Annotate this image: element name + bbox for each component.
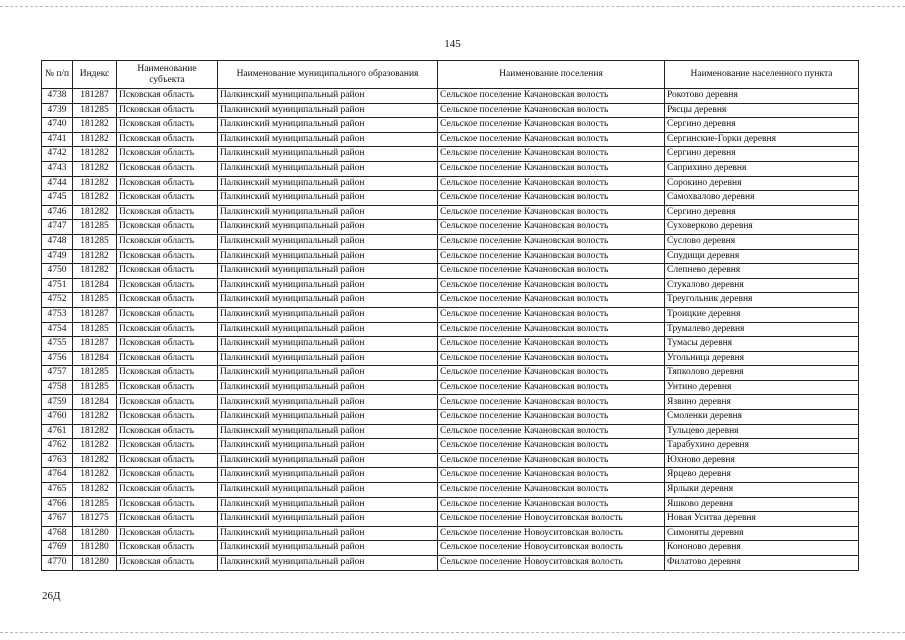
cell-index: 181284 xyxy=(73,395,117,410)
cell-subject: Псковская область xyxy=(117,234,218,249)
table-row xyxy=(42,380,859,395)
cell-locality: Сергинские-Горки деревня xyxy=(665,132,859,147)
table-row xyxy=(42,512,859,527)
table-row xyxy=(42,366,859,381)
cell-settlement: Сельское поселение Новоуситовская волость xyxy=(438,526,665,541)
table-row xyxy=(42,526,859,541)
cell-subject: Псковская область xyxy=(117,176,218,191)
header-municipality: Наименование муниципального образования xyxy=(218,61,438,89)
cell-subject: Псковская область xyxy=(117,468,218,483)
cell-index: 181287 xyxy=(73,307,117,322)
cell-subject: Псковская область xyxy=(117,147,218,162)
cell-num: 4739 xyxy=(42,103,73,118)
cell-locality: Смоленки деревня xyxy=(665,410,859,425)
cell-municipality: Палкинский муниципальный район xyxy=(218,526,438,541)
cell-num: 4755 xyxy=(42,337,73,352)
cell-index: 181285 xyxy=(73,366,117,381)
cell-index: 181280 xyxy=(73,541,117,556)
cell-municipality: Палкинский муниципальный район xyxy=(218,439,438,454)
cell-subject: Псковская область xyxy=(117,351,218,366)
cell-locality: Унтино деревня xyxy=(665,380,859,395)
cell-settlement: Сельское поселение Качановская волость xyxy=(438,410,665,425)
cell-municipality: Палкинский муниципальный район xyxy=(218,264,438,279)
cell-subject: Псковская область xyxy=(117,410,218,425)
cell-municipality: Палкинский муниципальный район xyxy=(218,366,438,381)
table-row xyxy=(42,453,859,468)
cell-municipality: Палкинский муниципальный район xyxy=(218,307,438,322)
cell-locality: Суховерково деревня xyxy=(665,220,859,235)
cell-subject: Псковская область xyxy=(117,497,218,512)
scan-edge-top xyxy=(0,6,905,7)
cell-municipality: Палкинский муниципальный район xyxy=(218,89,438,104)
table-row xyxy=(42,118,859,133)
cell-subject: Псковская область xyxy=(117,161,218,176)
cell-settlement: Сельское поселение Качановская волость xyxy=(438,205,665,220)
table-row xyxy=(42,322,859,337)
cell-municipality: Палкинский муниципальный район xyxy=(218,132,438,147)
cell-settlement: Сельское поселение Качановская волость xyxy=(438,132,665,147)
cell-index: 181282 xyxy=(73,264,117,279)
cell-locality: Тульцево деревня xyxy=(665,424,859,439)
cell-locality: Рясцы деревня xyxy=(665,103,859,118)
cell-municipality: Палкинский муниципальный район xyxy=(218,278,438,293)
table-row xyxy=(42,234,859,249)
cell-locality: Язвино деревня xyxy=(665,395,859,410)
cell-locality: Сергино деревня xyxy=(665,205,859,220)
cell-subject: Псковская область xyxy=(117,220,218,235)
cell-settlement: Сельское поселение Качановская волость xyxy=(438,483,665,498)
cell-subject: Псковская область xyxy=(117,118,218,133)
cell-locality: Сергино деревня xyxy=(665,147,859,162)
cell-index: 181285 xyxy=(73,322,117,337)
cell-subject: Псковская область xyxy=(117,205,218,220)
cell-municipality: Палкинский муниципальный район xyxy=(218,147,438,162)
cell-num: 4745 xyxy=(42,191,73,206)
cell-index: 181282 xyxy=(73,191,117,206)
cell-settlement: Сельское поселение Качановская волость xyxy=(438,249,665,264)
table-row xyxy=(42,351,859,366)
cell-municipality: Палкинский муниципальный район xyxy=(218,293,438,308)
cell-locality: Тарабухино деревня xyxy=(665,439,859,454)
cell-subject: Псковская область xyxy=(117,556,218,571)
table-row xyxy=(42,439,859,454)
table-row xyxy=(42,176,859,191)
page-number: 145 xyxy=(444,38,461,50)
table-row xyxy=(42,395,859,410)
cell-locality: Стукалово деревня xyxy=(665,278,859,293)
cell-subject: Псковская область xyxy=(117,307,218,322)
cell-num: 4740 xyxy=(42,118,73,133)
table-row xyxy=(42,220,859,235)
cell-municipality: Палкинский муниципальный район xyxy=(218,424,438,439)
cell-settlement: Сельское поселение Качановская волость xyxy=(438,220,665,235)
cell-locality: Сергино деревня xyxy=(665,118,859,133)
cell-locality: Ярлыки деревня xyxy=(665,483,859,498)
cell-subject: Псковская область xyxy=(117,191,218,206)
table-row xyxy=(42,307,859,322)
cell-index: 181282 xyxy=(73,453,117,468)
cell-num: 4761 xyxy=(42,424,73,439)
cell-subject: Псковская область xyxy=(117,249,218,264)
table-row xyxy=(42,161,859,176)
table-row xyxy=(42,132,859,147)
cell-num: 4767 xyxy=(42,512,73,527)
cell-subject: Псковская область xyxy=(117,395,218,410)
cell-settlement: Сельское поселение Качановская волость xyxy=(438,176,665,191)
cell-settlement: Сельское поселение Качановская волость xyxy=(438,322,665,337)
cell-num: 4741 xyxy=(42,132,73,147)
cell-municipality: Палкинский муниципальный район xyxy=(218,234,438,249)
cell-num: 4764 xyxy=(42,468,73,483)
cell-municipality: Палкинский муниципальный район xyxy=(218,468,438,483)
table-row xyxy=(42,205,859,220)
cell-subject: Псковская область xyxy=(117,278,218,293)
table-row xyxy=(42,541,859,556)
cell-locality: Яшково деревня xyxy=(665,497,859,512)
header-subject: Наименование субъекта xyxy=(117,61,218,89)
cell-locality: Юхново деревня xyxy=(665,453,859,468)
cell-subject: Псковская область xyxy=(117,337,218,352)
table-row xyxy=(42,556,859,571)
cell-settlement: Сельское поселение Качановская волость xyxy=(438,293,665,308)
cell-num: 4752 xyxy=(42,293,73,308)
cell-index: 181284 xyxy=(73,278,117,293)
cell-municipality: Палкинский муниципальный район xyxy=(218,556,438,571)
cell-num: 4757 xyxy=(42,366,73,381)
cell-municipality: Палкинский муниципальный район xyxy=(218,337,438,352)
cell-num: 4770 xyxy=(42,556,73,571)
cell-subject: Псковская область xyxy=(117,439,218,454)
cell-settlement: Сельское поселение Качановская волость xyxy=(438,366,665,381)
cell-settlement: Сельское поселение Качановская волость xyxy=(438,424,665,439)
cell-locality: Тяпколово деревня xyxy=(665,366,859,381)
cell-settlement: Сельское поселение Качановская волость xyxy=(438,380,665,395)
cell-locality: Суслово деревня xyxy=(665,234,859,249)
cell-subject: Псковская область xyxy=(117,424,218,439)
cell-index: 181285 xyxy=(73,220,117,235)
cell-settlement: Сельское поселение Качановская волость xyxy=(438,497,665,512)
cell-municipality: Палкинский муниципальный район xyxy=(218,541,438,556)
cell-locality: Слепнево деревня xyxy=(665,264,859,279)
cell-subject: Псковская область xyxy=(117,512,218,527)
cell-num: 4754 xyxy=(42,322,73,337)
cell-num: 4758 xyxy=(42,380,73,395)
cell-settlement: Сельское поселение Качановская волость xyxy=(438,147,665,162)
cell-subject: Псковская область xyxy=(117,103,218,118)
cell-municipality: Палкинский муниципальный район xyxy=(218,351,438,366)
header-row xyxy=(42,61,859,89)
cell-index: 181282 xyxy=(73,205,117,220)
cell-locality: Спудищи деревня xyxy=(665,249,859,264)
cell-municipality: Палкинский муниципальный район xyxy=(218,410,438,425)
cell-index: 181282 xyxy=(73,161,117,176)
table-row xyxy=(42,278,859,293)
cell-num: 4766 xyxy=(42,497,73,512)
cell-settlement: Сельское поселение Качановская волость xyxy=(438,307,665,322)
cell-num: 4765 xyxy=(42,483,73,498)
cell-num: 4769 xyxy=(42,541,73,556)
cell-index: 181282 xyxy=(73,439,117,454)
cell-index: 181285 xyxy=(73,103,117,118)
table-row xyxy=(42,103,859,118)
cell-settlement: Сельское поселение Качановская волость xyxy=(438,191,665,206)
cell-num: 4748 xyxy=(42,234,73,249)
cell-subject: Псковская область xyxy=(117,132,218,147)
cell-municipality: Палкинский муниципальный район xyxy=(218,497,438,512)
cell-subject: Псковская область xyxy=(117,453,218,468)
table-body xyxy=(42,89,859,571)
cell-subject: Псковская область xyxy=(117,293,218,308)
cell-subject: Псковская область xyxy=(117,89,218,104)
cell-subject: Псковская область xyxy=(117,380,218,395)
cell-index: 181285 xyxy=(73,293,117,308)
cell-locality: Рокотово деревня xyxy=(665,89,859,104)
cell-index: 181282 xyxy=(73,424,117,439)
cell-index: 181285 xyxy=(73,234,117,249)
cell-index: 181285 xyxy=(73,497,117,512)
cell-index: 181282 xyxy=(73,132,117,147)
cell-settlement: Сельское поселение Качановская волость xyxy=(438,337,665,352)
cell-municipality: Палкинский муниципальный район xyxy=(218,483,438,498)
cell-settlement: Сельское поселение Качановская волость xyxy=(438,264,665,279)
table-header xyxy=(42,61,859,89)
cell-municipality: Палкинский муниципальный район xyxy=(218,205,438,220)
sheet-code: 26Д xyxy=(42,590,61,602)
cell-num: 4742 xyxy=(42,147,73,162)
cell-num: 4751 xyxy=(42,278,73,293)
cell-num: 4743 xyxy=(42,161,73,176)
cell-settlement: Сельское поселение Качановская волость xyxy=(438,395,665,410)
scan-edge-bottom xyxy=(0,632,905,633)
cell-municipality: Палкинский муниципальный район xyxy=(218,191,438,206)
cell-municipality: Палкинский муниципальный район xyxy=(218,380,438,395)
cell-num: 4744 xyxy=(42,176,73,191)
cell-num: 4763 xyxy=(42,453,73,468)
cell-num: 4756 xyxy=(42,351,73,366)
cell-municipality: Палкинский муниципальный район xyxy=(218,103,438,118)
cell-index: 181284 xyxy=(73,351,117,366)
cell-settlement: Сельское поселение Качановская волость xyxy=(438,278,665,293)
cell-subject: Псковская область xyxy=(117,366,218,381)
table-row xyxy=(42,337,859,352)
cell-settlement: Сельское поселение Качановская волость xyxy=(438,161,665,176)
header-index: Индекс xyxy=(73,61,117,89)
cell-municipality: Палкинский муниципальный район xyxy=(218,161,438,176)
cell-settlement: Сельское поселение Качановская волость xyxy=(438,468,665,483)
cell-num: 4753 xyxy=(42,307,73,322)
cell-index: 181282 xyxy=(73,118,117,133)
table-row xyxy=(42,410,859,425)
cell-municipality: Палкинский муниципальный район xyxy=(218,453,438,468)
cell-settlement: Сельское поселение Новоуситовская волость xyxy=(438,556,665,571)
cell-index: 181282 xyxy=(73,176,117,191)
cell-settlement: Сельское поселение Качановская волость xyxy=(438,351,665,366)
table-row xyxy=(42,483,859,498)
cell-index: 181282 xyxy=(73,483,117,498)
cell-locality: Филатово деревня xyxy=(665,556,859,571)
table-row xyxy=(42,497,859,512)
header-num: № п/п xyxy=(42,61,73,89)
cell-locality: Тумасы деревня xyxy=(665,337,859,352)
cell-settlement: Сельское поселение Качановская волость xyxy=(438,234,665,249)
cell-settlement: Сельское поселение Качановская волость xyxy=(438,103,665,118)
cell-locality: Кононово деревня xyxy=(665,541,859,556)
cell-num: 4750 xyxy=(42,264,73,279)
cell-subject: Псковская область xyxy=(117,322,218,337)
cell-index: 181282 xyxy=(73,249,117,264)
table-row xyxy=(42,264,859,279)
cell-municipality: Палкинский муниципальный район xyxy=(218,118,438,133)
cell-locality: Новая Уситва деревня xyxy=(665,512,859,527)
cell-municipality: Палкинский муниципальный район xyxy=(218,176,438,191)
cell-num: 4768 xyxy=(42,526,73,541)
cell-index: 181280 xyxy=(73,526,117,541)
table-row xyxy=(42,89,859,104)
header-locality: Наименование населенного пункта xyxy=(665,61,859,89)
cell-municipality: Палкинский муниципальный район xyxy=(218,512,438,527)
cell-index: 181282 xyxy=(73,410,117,425)
table-row xyxy=(42,468,859,483)
cell-locality: Трумалево деревня xyxy=(665,322,859,337)
cell-settlement: Сельское поселение Качановская волость xyxy=(438,453,665,468)
cell-locality: Сорокино деревня xyxy=(665,176,859,191)
cell-index: 181275 xyxy=(73,512,117,527)
cell-settlement: Сельское поселение Качановская волость xyxy=(438,118,665,133)
cell-settlement: Сельское поселение Новоуситовская волость xyxy=(438,512,665,527)
cell-settlement: Сельское поселение Качановская волость xyxy=(438,439,665,454)
cell-num: 4738 xyxy=(42,89,73,104)
header-settlement: Наименование поселения xyxy=(438,61,665,89)
cell-index: 181282 xyxy=(73,147,117,162)
cell-settlement: Сельское поселение Качановская волость xyxy=(438,89,665,104)
cell-locality: Угольница деревня xyxy=(665,351,859,366)
cell-municipality: Палкинский муниципальный район xyxy=(218,249,438,264)
cell-num: 4760 xyxy=(42,410,73,425)
cell-locality: Самохвалово деревня xyxy=(665,191,859,206)
cell-index: 181280 xyxy=(73,556,117,571)
cell-locality: Треугольник деревня xyxy=(665,293,859,308)
cell-num: 4749 xyxy=(42,249,73,264)
cell-subject: Псковская область xyxy=(117,483,218,498)
cell-locality: Ярцево деревня xyxy=(665,468,859,483)
table-row xyxy=(42,191,859,206)
cell-num: 4762 xyxy=(42,439,73,454)
cell-subject: Псковская область xyxy=(117,264,218,279)
cell-subject: Псковская область xyxy=(117,526,218,541)
cell-num: 4746 xyxy=(42,205,73,220)
cell-municipality: Палкинский муниципальный район xyxy=(218,322,438,337)
table-row xyxy=(42,424,859,439)
cell-locality: Симоняты деревня xyxy=(665,526,859,541)
cell-index: 181285 xyxy=(73,380,117,395)
cell-locality: Саприхино деревня xyxy=(665,161,859,176)
cell-index: 181287 xyxy=(73,89,117,104)
cell-num: 4759 xyxy=(42,395,73,410)
table-row xyxy=(42,293,859,308)
cell-municipality: Палкинский муниципальный район xyxy=(218,220,438,235)
table-row xyxy=(42,147,859,162)
cell-locality: Троицкие деревня xyxy=(665,307,859,322)
table-row xyxy=(42,249,859,264)
cell-index: 181287 xyxy=(73,337,117,352)
cell-subject: Псковская область xyxy=(117,541,218,556)
cell-num: 4747 xyxy=(42,220,73,235)
cell-municipality: Палкинский муниципальный район xyxy=(218,395,438,410)
cell-settlement: Сельское поселение Новоуситовская волость xyxy=(438,541,665,556)
cell-index: 181282 xyxy=(73,468,117,483)
settlements-table xyxy=(41,60,859,571)
